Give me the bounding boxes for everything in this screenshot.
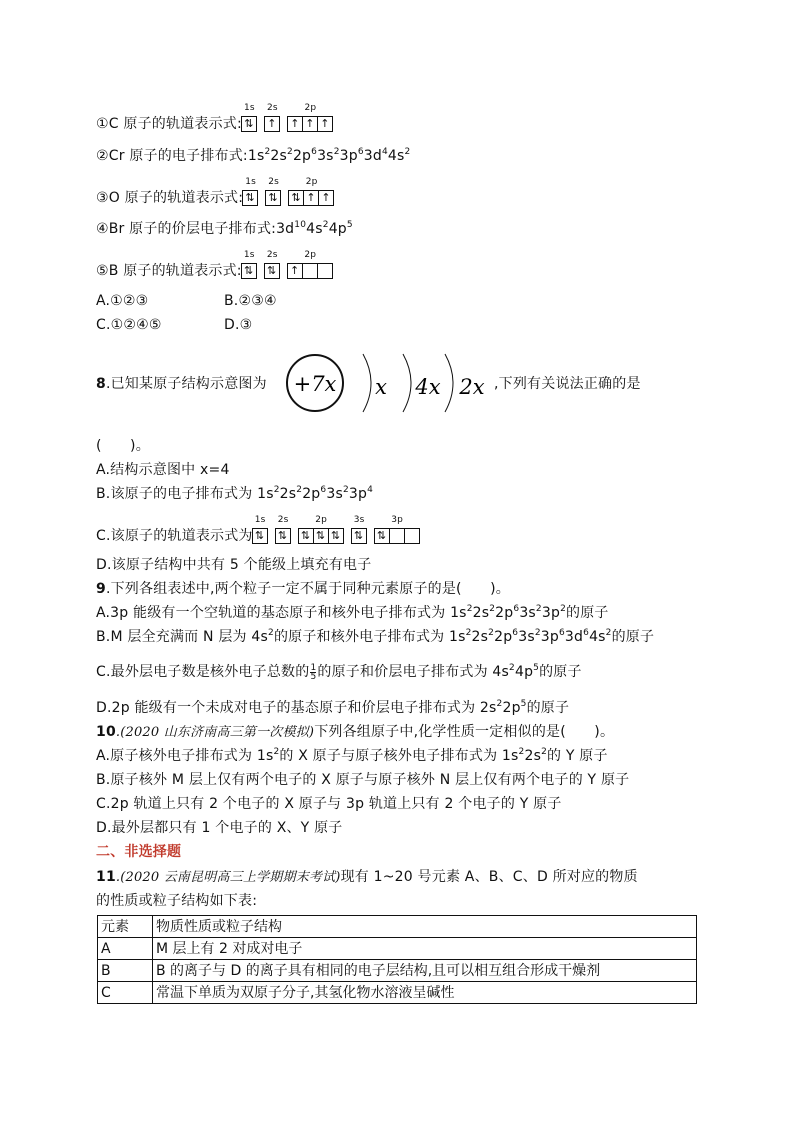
- q8-blank: [96, 437, 150, 455]
- table-row: [98, 938, 697, 960]
- orbital-box: ⇅: [265, 190, 281, 206]
- orbital-box: ⇅: [298, 528, 314, 544]
- statement-text-visible: ④Br 原子的价层电子排布式$:3d^{10}4s^24p^5$: [96, 220, 353, 237]
- orbital-box: ↑: [287, 263, 303, 279]
- option-d: D.③: [224, 317, 253, 333]
- orbital-box: [317, 263, 333, 279]
- orbital-label: 1s: [254, 515, 266, 525]
- option-d: D.最外层都只有 1 个电子的 X、Y 原子: [96, 820, 343, 836]
- option-d: D.该原子结构中共有 5 个能级上填充有电子: [96, 557, 372, 573]
- q11-stem-line1: [96, 868, 638, 887]
- q10-option-b: [96, 771, 629, 789]
- orbital-label: 1s: [245, 177, 257, 187]
- q9-option-b: [96, 628, 654, 646]
- orbital-label: 1s: [243, 103, 255, 113]
- orbital-box: ↑: [317, 116, 333, 132]
- orbital-box: [404, 528, 420, 544]
- option-a: A.原子核外电子排布式为 $1s^2$的 X 原子与原子核外电子排布式为 $1s^22s^2$的 Y 原子: [96, 747, 608, 764]
- question-stem: 的性质或粒子结构如下表:: [96, 893, 258, 909]
- shell-electrons-3: 2x: [459, 375, 485, 399]
- shell-arc: [445, 354, 453, 412]
- orbital-box: ⇅: [242, 190, 258, 206]
- orbital-diagram: [253, 515, 428, 545]
- table-header: 物质性质或粒子结构: [153, 916, 697, 938]
- statement-label: ③O 原子的轨道表示式:: [96, 190, 244, 206]
- q11-stem-line2: [96, 892, 257, 910]
- shell-electrons-1: x: [375, 375, 387, 399]
- orbital-group-2p: [299, 515, 344, 545]
- orbital-label: 2s: [266, 250, 278, 260]
- q8-option-c: [96, 515, 428, 545]
- orbital-box: ⇅: [288, 190, 304, 206]
- orbital-group-3p: [375, 515, 420, 545]
- orbital-box: ⇅: [241, 116, 257, 132]
- option-c: C.①②④⑤: [96, 317, 162, 333]
- orbital-box: ↑: [303, 190, 319, 206]
- question-number: 11: [96, 869, 116, 885]
- question-number: 10: [96, 724, 116, 740]
- orbital-group-1s: [242, 103, 257, 133]
- orbital-group-2s: [265, 103, 280, 133]
- option-c-post: 的原子和价层电子排布式为 $4s^24p^5$的原子: [317, 663, 582, 680]
- question-stem: ,下列有关说法正确的是: [494, 376, 641, 392]
- fraction-denominator: 5: [310, 671, 317, 682]
- q7-statement-3: [96, 177, 342, 207]
- q8-stem-pre: [96, 375, 267, 393]
- question-stem: 下列各组原子中,化学性质一定相似的是( )。: [314, 724, 615, 740]
- statement-text-visible: ②Cr 原子的电子排布式$:1s^22s^22p^63s^23p^63d^44s^2$: [96, 147, 411, 164]
- table-cell: 常温下单质为双原子分子,其氢化物水溶液呈碱性: [153, 982, 697, 1004]
- table-header-row: [98, 916, 697, 938]
- orbital-box: ↑: [287, 116, 303, 132]
- orbital-group-1s: [253, 515, 268, 545]
- orbital-box: ⇅: [275, 528, 291, 544]
- q7-statement-1: [96, 103, 341, 133]
- q9-stem: [96, 580, 510, 598]
- table-row: [98, 982, 697, 1004]
- shell-electrons-2: 4x: [415, 375, 441, 399]
- orbital-label: 3s: [353, 515, 365, 525]
- orbital-box: [302, 263, 318, 279]
- option-a: A.①②③: [96, 293, 149, 309]
- fraction-numerator: 1: [310, 662, 317, 673]
- question-source: .(2020 云南昆明高三上学期期末考试): [115, 870, 341, 885]
- q10-option-c: [96, 795, 562, 813]
- q10-option-d: [96, 819, 342, 837]
- option-d: D.2p 能级有一个未成对电子的基态原子和价层电子排布式为 $2s^22p^5$的原子: [96, 699, 570, 716]
- orbital-label: 2p: [304, 250, 317, 260]
- option-c: C.2p 轨道上只有 2 个电子的 X 原子与 3p 轨道上只有 2 个电子的 Y 原子: [96, 796, 562, 812]
- orbital-group-2s: [276, 515, 291, 545]
- question-stem: 现有 1~20 号元素 A、B、C、D 所对应的物质: [340, 869, 638, 885]
- element-table: [97, 915, 697, 1004]
- orbital-label: 2s: [268, 177, 280, 187]
- q7-statement-2: [96, 147, 410, 165]
- orbital-group-3s: [352, 515, 367, 545]
- orbital-label: 2s: [277, 515, 289, 525]
- orbital-label: 2s: [266, 103, 278, 113]
- section-title: 二、非选择题: [96, 844, 182, 860]
- shell-arc: [403, 354, 411, 412]
- nucleus-label: +7x: [293, 372, 337, 396]
- answer-blank: ( )。: [96, 438, 150, 454]
- orbital-label: 2p: [315, 515, 328, 525]
- orbital-box: ⇅: [328, 528, 344, 544]
- table-row: [98, 960, 697, 982]
- orbital-label: 3p: [391, 515, 404, 525]
- table-cell: A: [98, 938, 153, 960]
- q7-statement-5: [96, 250, 341, 280]
- table-cell: C: [98, 982, 153, 1004]
- orbital-label: 2p: [305, 177, 318, 187]
- orbital-label: 2p: [304, 103, 317, 113]
- q8-stem-post: [494, 375, 641, 393]
- q8-option-d: [96, 556, 371, 574]
- orbital-group-2p: [288, 250, 333, 280]
- orbital-label: 1s: [243, 250, 255, 260]
- q7-options-row2: [96, 316, 252, 334]
- atomic-structure-diagram: [285, 350, 495, 420]
- table-header: 元素: [98, 916, 153, 938]
- orbital-box: ↑: [302, 116, 318, 132]
- q10-option-a: [96, 747, 608, 765]
- orbital-group-1s: [243, 177, 258, 207]
- option-b: B.M 层全充满而 N 层为 $4s^2$的原子和核外电子排布式为 $1s^22s^22p^63s^23p^63d^64s^2$的原子: [96, 628, 655, 645]
- option-c: C.该原子的轨道表示式为: [96, 528, 253, 544]
- table-cell: B: [98, 960, 153, 982]
- orbital-box: [389, 528, 405, 544]
- q10-stem: [96, 723, 614, 742]
- orbital-box: ⇅: [264, 263, 280, 279]
- question-stem: .下列各组表述中,两个粒子一定不属于同种元素原子的是( )。: [105, 581, 510, 597]
- orbital-group-2p: [289, 177, 334, 207]
- q7-options-row1: [96, 292, 277, 310]
- orbital-diagram: [242, 250, 341, 280]
- orbital-box: ⇅: [241, 263, 257, 279]
- orbital-box: ⇅: [313, 528, 329, 544]
- orbital-group-2s: [265, 250, 280, 280]
- question-source: .(2020 山东济南高三第一次模拟): [115, 725, 315, 740]
- q9-option-a: [96, 604, 609, 622]
- q8-option-b: [96, 485, 373, 503]
- question-stem: .已知某原子结构示意图为: [105, 376, 267, 392]
- option-a: A.3p 能级有一个空轨道的基态原子和核外电子排布式为 $1s^22s^22p^63s^23p^2$的原子: [96, 604, 609, 621]
- question-number: 9: [96, 581, 106, 597]
- option-b: B.原子核外 M 层上仅有两个电子的 X 原子与原子核外 N 层上仅有两个电子的 Y 原子: [96, 772, 630, 788]
- orbital-diagram: [242, 103, 341, 133]
- option-c-pre: C.最外层电子数是核外电子总数的: [96, 664, 310, 680]
- orbital-group-2p: [288, 103, 333, 133]
- q9-option-d: [96, 699, 569, 717]
- orbital-group-1s: [242, 250, 257, 280]
- statement-label: ⑤B 原子的轨道表示式:: [96, 263, 242, 279]
- q9-option-c: [96, 663, 582, 681]
- orbital-box: ↑: [318, 190, 334, 206]
- orbital-box: ⇅: [252, 528, 268, 544]
- option-a: A.结构示意图中 x=4: [96, 462, 230, 478]
- orbital-group-2s: [266, 177, 281, 207]
- q7-statement-4: [96, 220, 353, 238]
- shell-arc: [363, 354, 371, 412]
- orbital-box: ↑: [264, 116, 280, 132]
- option-b: B.该原子的电子排布式为 $1s^22s^22p^63s^23p^4$: [96, 485, 374, 502]
- option-b: B.②③④: [224, 293, 277, 309]
- orbital-box: ⇅: [351, 528, 367, 544]
- orbital-box: ⇅: [374, 528, 390, 544]
- table-cell: M 层上有 2 对成对电子: [153, 938, 697, 960]
- question-number: 8: [96, 376, 106, 392]
- table-cell: B 的离子与 D 的离子具有相同的电子层结构,且可以相互组合形成干燥剂: [153, 960, 697, 982]
- statement-label: ①C 原子的轨道表示式:: [96, 116, 242, 132]
- fraction: [310, 664, 316, 681]
- section-heading: [96, 843, 181, 861]
- orbital-diagram: [243, 177, 342, 207]
- q8-option-a: [96, 461, 230, 479]
